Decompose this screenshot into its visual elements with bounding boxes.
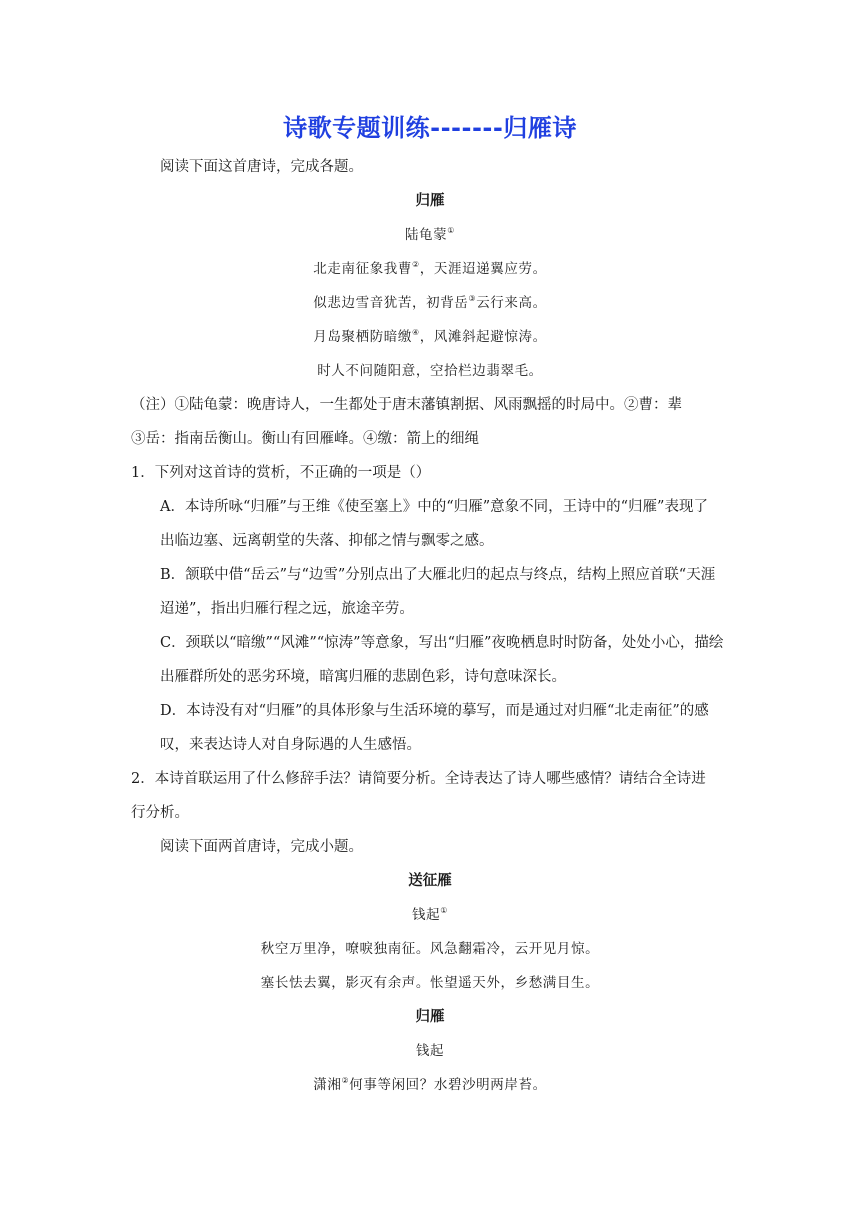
question-2-line-2: 行分析。 [131,805,189,821]
intro-text-2: 阅读下面两首唐诗，完成小题。 [160,839,363,855]
option-a-line-2: 出临边塞、远离朝堂的失落、抑郁之情与飘零之感。 [160,533,494,549]
footnote-marker: ① [440,906,448,915]
option-d-line-2: 叹，来表达诗人对自身际遇的人生感悟。 [160,737,421,753]
poem3-author: 钱起 [415,1043,445,1059]
option-b-line-2: 迢递”，指出归雁行程之远，旅途辛劳。 [160,601,414,617]
poem1-line3: 月岛聚栖防暗缴④，风滩斜起避惊涛。 [313,328,547,345]
poem3-line1: 潇湘②何事等闲回？水碧沙明两岸苔。 [313,1076,547,1093]
question-1: 1．下列对这首诗的赏析，不正确的一项是（） [131,465,431,481]
footnote-marker: ② [341,1076,350,1085]
option-b-line-1: B．颔联中借“岳云”与“边雪”分别点出了大雁北归的起点与终点，结构上照应首联“天涯 [160,567,716,583]
footnote-marker: ① [447,226,456,235]
option-d-line-1: D．本诗没有对“归雁”的具体形象与生活环境的摹写，而是通过对归雁“北走南征”的感 [160,703,709,719]
poem1-line2: 似悲边雪音犹苦，初背岳③云行来高。 [313,294,547,311]
option-c-line-2: 出雁群所处的恶劣环境，暗寓归雁的悲剧色彩，诗句意味深长。 [160,669,566,685]
footnote-marker: ④ [412,328,420,337]
poem1-title: 归雁 [415,192,445,209]
intro-text-1: 阅读下面这首唐诗，完成各题。 [160,159,363,175]
footnote-marker: ② [412,260,420,269]
footnote-marker: ③ [468,294,477,303]
poem1-author: 陆龟蒙① [404,226,456,243]
option-a-line-1: A．本诗所咏“归雁”与王维《使至塞上》中的“归雁”意象不同，王诗中的“归雁”表现了 [160,499,708,515]
poem3-title: 归雁 [415,1008,445,1025]
poem2-line1: 秋空万里净，嘹唳独南征。风急翻霜冷，云开见月惊。 [260,941,600,957]
note-line-1: （注）①陆龟蒙：晚唐诗人，一生都处于唐末藩镇割据、风雨飘摇的时局中。②曹：辈 [131,397,682,413]
poem1-line1: 北走南征象我曹②，天涯迢递翼应劳。 [313,260,547,277]
poem2-line2: 塞长怯去翼，影灭有余声。怅望遥天外，乡愁满目生。 [260,975,600,991]
poem2-title: 送征雁 [408,872,452,889]
poem2-author: 钱起① [412,906,448,923]
note-line-2: ③岳：指南岳衡山。衡山有回雁峰。④缴：箭上的细绳 [131,431,479,447]
option-c-line-1: C．颈联以“暗缴”“风滩”“惊涛”等意象，写出“归雁”夜晚栖息时时防备，处处小心，描绘 [160,635,724,651]
document-title: 诗歌专题训练-------归雁诗 [283,114,577,142]
question-2-line-1: 2．本诗首联运用了什么修辞手法？请简要分析。全诗表达了诗人哪些感情？请结合全诗进 [131,771,706,787]
poem1-line4: 时人不问随阳意，空拾栏边翡翠毛。 [317,363,543,379]
